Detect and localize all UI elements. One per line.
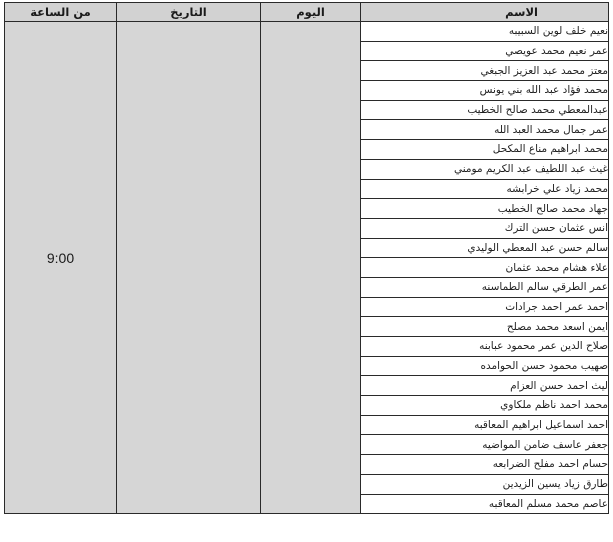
header-date: التاريخ: [117, 3, 261, 22]
name-cell: طارق زياد يسين الزيدين: [361, 474, 609, 494]
header-day: اليوم: [261, 3, 361, 22]
attendance-sheet: [4, 2, 608, 542]
name-cell: صلاح الدين عمر محمود عبابنه: [361, 337, 609, 357]
header-name: الاسم: [361, 3, 609, 22]
name-cell: عمر الطرقي سالم الطماسنه: [361, 277, 609, 297]
name-cell: عمر جمال محمد العبد الله: [361, 120, 609, 140]
name-cell: ليث احمد حسن العزام: [361, 376, 609, 396]
name-cell: محمد ابراهيم مناع المكحل: [361, 140, 609, 160]
name-cell: سالم حسن عبد المعطي الوليدي: [361, 238, 609, 258]
name-cell: جعفر عاسف ضامن المواضيه: [361, 435, 609, 455]
name-cell: حسام احمد مفلح الضرابعه: [361, 455, 609, 475]
header-time: من الساعة: [5, 3, 117, 22]
name-cell: محمد فؤاد عبد الله بني يونس: [361, 81, 609, 101]
schedule-table: [4, 2, 609, 514]
table-row: [5, 22, 609, 42]
time-cell: [5, 22, 117, 514]
name-cell: محمد احمد ناظم ملكاوي: [361, 396, 609, 416]
table-body: [5, 22, 609, 514]
page-bottom-margin: [0, 523, 613, 528]
name-cell: عبدالمعطي محمد صالح الخطيب: [361, 100, 609, 120]
date-cell: [117, 22, 261, 514]
name-cell: انس عثمان حسن الترك: [361, 218, 609, 238]
name-cell: علاء هشام محمد عثمان: [361, 258, 609, 278]
name-cell: عاصم محمد مسلم المعاقبه: [361, 494, 609, 514]
name-cell: نعيم خلف لوين السبيبه: [361, 22, 609, 42]
name-cell: عمر نعيم محمد عويصي: [361, 41, 609, 61]
name-cell: معتز محمد عبد العزيز الجبغي: [361, 61, 609, 81]
name-cell: جهاد محمد صالح الخطيب: [361, 199, 609, 219]
name-cell: محمد زياد علي خرابشه: [361, 179, 609, 199]
time-value: 9:00: [46, 250, 75, 267]
name-cell: احمد عمر احمد جرادات: [361, 297, 609, 317]
name-cell: صهيب محمود حسن الحوامده: [361, 356, 609, 376]
header-row: [5, 3, 609, 22]
day-cell: [261, 22, 361, 514]
name-cell: احمد اسماعيل ابراهيم المعاقبه: [361, 415, 609, 435]
name-cell: غيث عبد اللطيف عبد الكريم مومني: [361, 159, 609, 179]
name-cell: ايمن اسعد محمد مصلح: [361, 317, 609, 337]
